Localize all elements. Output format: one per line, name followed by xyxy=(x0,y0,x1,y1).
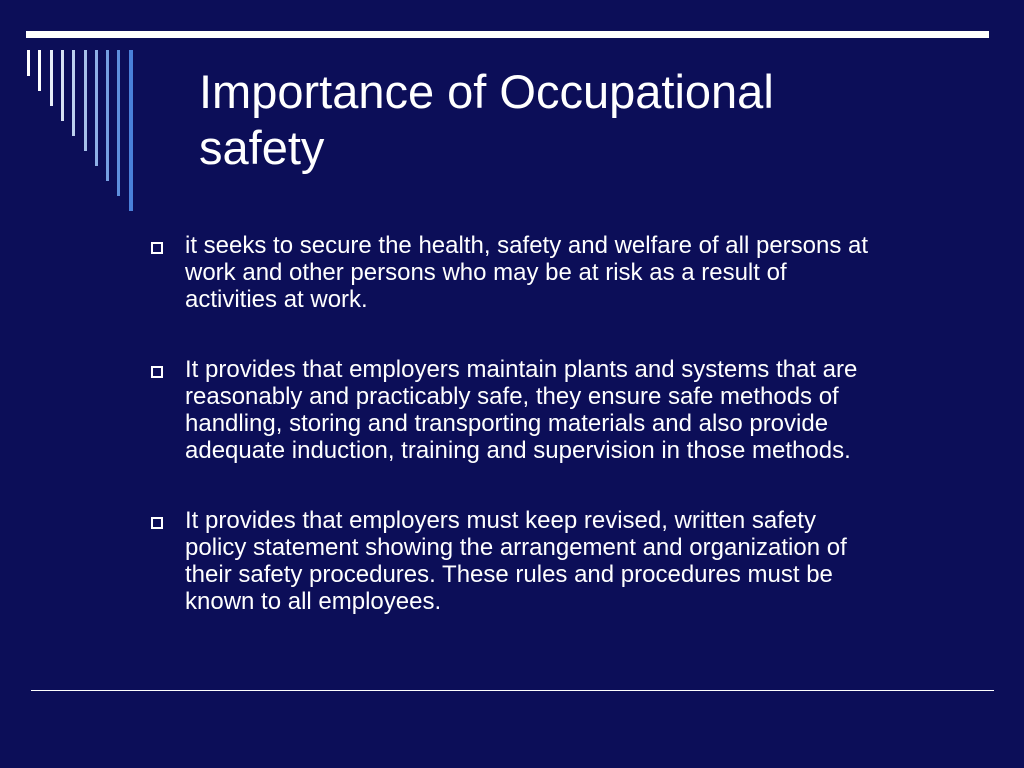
decorative-stripe xyxy=(72,50,75,136)
bullet-text-3: It provides that employers must keep revised, written safety policy statement showing the arrangement and organization of their safety procedures. These rules and procedures must be known to all employees. xyxy=(185,507,847,615)
bullet-text-2: It provides that employers maintain plants and systems that are reasonably and practicably safe, they ensure safe methods of handling, storing and transporting materials and also provide adequate induction, training and supervision in those methods. xyxy=(185,356,858,464)
decorative-stripe xyxy=(106,50,109,181)
decorative-stripe xyxy=(95,50,98,166)
decorative-stripe xyxy=(27,50,30,76)
bullet-item-3 xyxy=(147,507,1007,615)
bullet-text-1: it seeks to secure the health, safety and welfare of all persons at work and other persons who may be at risk as a result of activities at work. xyxy=(185,232,869,313)
bullet-item-1 xyxy=(147,232,1007,313)
decorative-stripe xyxy=(117,50,120,196)
hollow-square-bullet-icon xyxy=(151,517,163,529)
decorative-stripe xyxy=(61,50,64,121)
slide-title: Importance of Occupational safety xyxy=(199,65,774,174)
hollow-square-bullet-icon xyxy=(151,366,163,378)
bottom-divider-line xyxy=(31,690,994,691)
decorative-stripe xyxy=(129,50,133,211)
decorative-stripes xyxy=(0,0,200,220)
hollow-square-bullet-icon xyxy=(151,242,163,254)
bullet-item-2 xyxy=(147,356,1007,464)
decorative-stripe xyxy=(84,50,87,151)
bullet-list xyxy=(147,232,1007,615)
decorative-stripe xyxy=(50,50,53,106)
decorative-stripe xyxy=(38,50,41,91)
